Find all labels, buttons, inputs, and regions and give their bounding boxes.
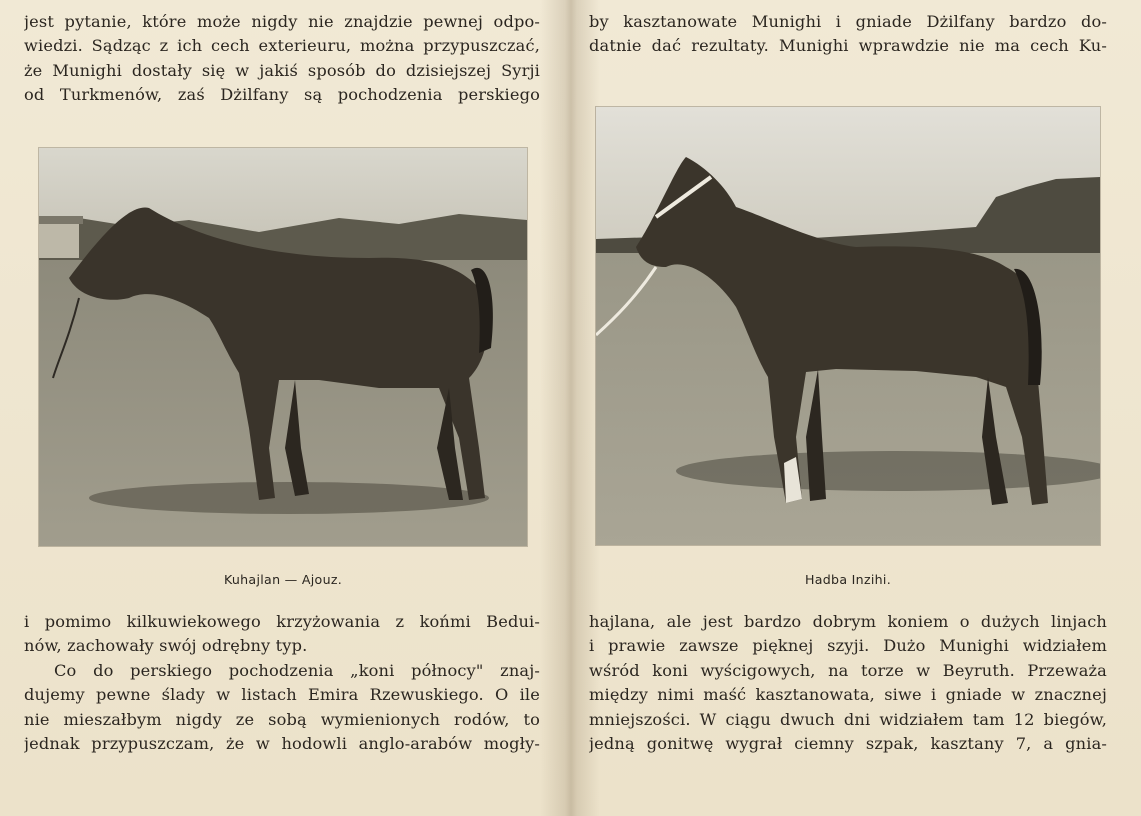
horse-photo-illustration <box>39 148 527 546</box>
left-top-paragraph <box>24 10 540 108</box>
text-line: i prawie zawsze pięknej szyji. Dużo Munighi widziałem <box>589 636 1107 656</box>
text-line: datnie dać rezultaty. Munighi wprawdzie nie ma cech Ku- <box>589 36 1107 56</box>
photo-caption: Hadba Inzihi. <box>804 572 892 587</box>
text-line: Co do perskiego pochodzenia „koni północy" znaj- <box>54 660 540 680</box>
text-line: między nimi maść kasztanowata, siwe i gniade w znacznej <box>589 685 1107 705</box>
text-line: jest pytanie, które może nigdy nie znajdzie pewnej odpo- <box>24 12 540 31</box>
text-line: by kasztanowate Munighi i gniade Dżilfany bardzo do- <box>589 12 1107 31</box>
text-line: jednak przypuszczam, że w hodowli anglo-arabów mogły- <box>24 734 540 754</box>
text-line: że Munighi dostały się w jakiś sposób do dzisiejszej Syrji <box>24 60 540 80</box>
text-line: nów, zachowały swój odrębny typ. <box>24 636 308 656</box>
horse-photo-kuhajlan <box>39 148 527 546</box>
right-top-paragraph <box>589 10 1107 59</box>
text-line: mniejszości. W ciągu dwuch dni widziałem tam 12 biegów, <box>589 709 1107 729</box>
horse-photo-illustration <box>596 107 1100 545</box>
text-line: wiedzi. Sądząc z ich cech exterieuru, można przypuszczać, <box>24 36 540 56</box>
right-bottom-paragraph <box>589 610 1107 756</box>
text-line: hajlana, ale jest bardzo dobrym koniem o dużych linjach <box>589 612 1107 631</box>
text-line: i pomimo kilkuwiekowego krzyżowania z końmi Bedui- <box>24 612 540 631</box>
left-page <box>0 0 570 816</box>
horse-photo-hadba <box>596 107 1100 545</box>
text-line: dujemy pewne ślady w listach Emira Rzewuskiego. O ile <box>24 685 540 705</box>
text-line: od Turkmenów, zaś Dżilfany są pochodzenia perskiego <box>24 85 540 105</box>
photo-caption: Kuhajlan — Ajouz. <box>223 572 343 587</box>
text-line: wśród koni wyścigowych, na torze w Beyruth. Przeważa <box>589 660 1107 680</box>
left-bottom-paragraph <box>24 610 540 756</box>
text-line: jedną gonitwę wygrał ciemny szpak, kasztany 7, a gnia- <box>589 734 1107 754</box>
right-page <box>571 0 1141 816</box>
text-line: nie mieszałbym nigdy ze sobą wymienionych rodów, to <box>24 709 540 729</box>
